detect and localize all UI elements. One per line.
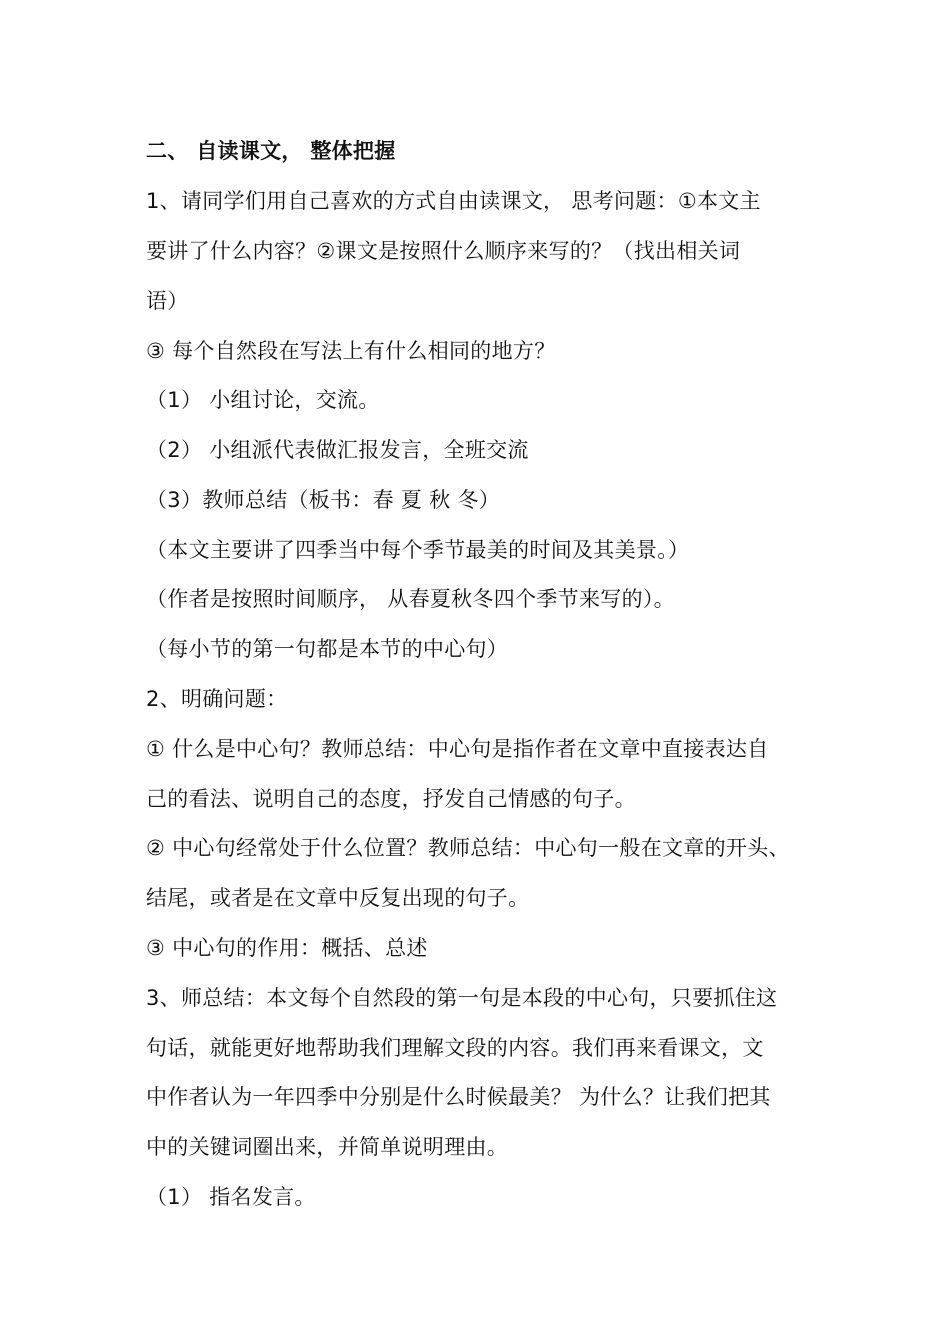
text-line: 3、师总结：本文每个自然段的第一句是本段的中心句，只要抓住这 — [146, 986, 778, 1010]
text-line: （1） 小组讨论，交流。 — [146, 388, 380, 412]
text-line: 中作者认为一年四季中分别是什么时候最美？ 为什么？让我们把其 — [146, 1085, 771, 1109]
text-line: （3）教师总结（板书：春 夏 秋 冬） — [146, 488, 501, 512]
text-line: 2、明确问题： — [146, 687, 288, 711]
section-heading: 二、 自读课文， 整体把握 — [146, 139, 396, 163]
text-line: ① 什么是中心句？教师总结：中心句是指作者在文章中直接表达自 — [146, 737, 769, 761]
text-line: 中的关键词圈出来，并简单说明理由。 — [146, 1135, 509, 1159]
text-line: ③ 中心句的作用：概括、总述 — [146, 936, 428, 960]
text-line: 句话，就能更好地帮助我们理解文段的内容。我们再来看课文，文 — [146, 1036, 764, 1060]
text-line: ② 中心句经常处于什么位置？教师总结：中心句一般在文章的开头、 — [146, 836, 790, 860]
text-line: 语） — [146, 289, 189, 313]
text-line: （本文主要讲了四季当中每个季节最美的时间及其美景。） — [146, 538, 690, 562]
text-line: 要讲了什么内容？②课文是按照什么顺序来写的？（找出相关词 — [146, 239, 741, 263]
text-line: （作者是按照时间顺序， 从春夏秋冬四个季节来写的）。 — [146, 587, 675, 611]
text-line: （1） 指名发言。 — [146, 1185, 316, 1209]
text-line: ③ 每个自然段在写法上有什么相同的地方？ — [146, 339, 556, 363]
text-line: （每小节的第一句都是本节的中心句） — [146, 637, 509, 661]
text-line: （2） 小组派代表做汇报发言，全班交流 — [146, 438, 529, 462]
text-line: 己的看法、说明自己的态度，抒发自己情感的句子。 — [146, 787, 636, 811]
text-line: 结尾，或者是在文章中反复出现的句子。 — [146, 886, 530, 910]
text-line: 1、请同学们用自己喜欢的方式自由读课文， 思考问题：①本文主 — [146, 189, 761, 213]
